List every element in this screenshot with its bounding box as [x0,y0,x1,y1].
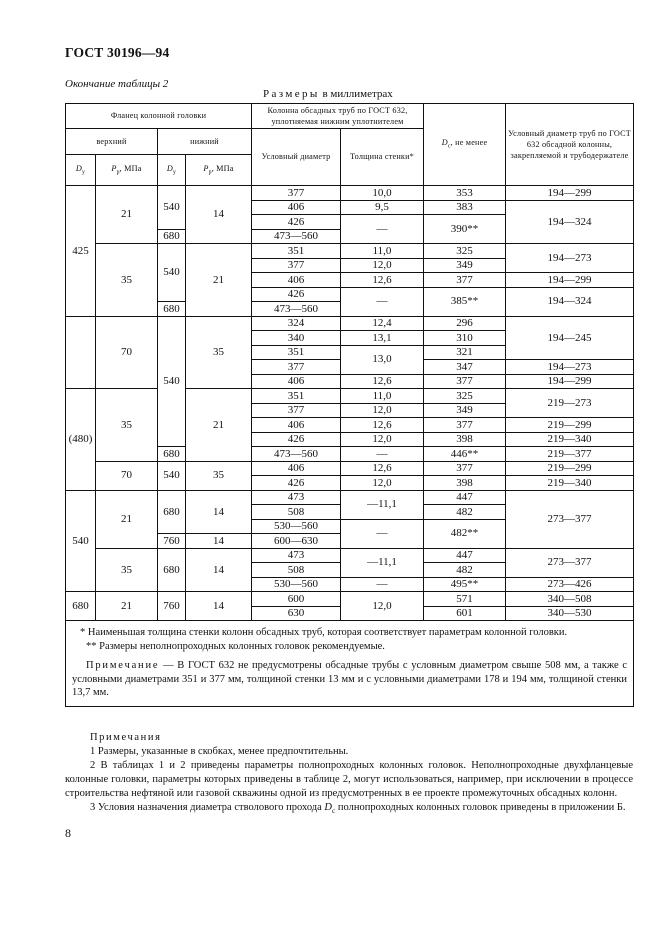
cell-diameter: 406 [252,418,341,433]
cell-pr-upper: 21 [96,186,158,244]
cell-pr-lower: 21 [186,244,252,317]
cell-cond: 273—377 [506,548,634,577]
cell-dc: 446** [424,447,506,462]
cell-wall: 9,5 [341,200,424,215]
cell-cond: 340—530 [506,606,634,621]
cell-wall: 13,0 [341,345,424,374]
cell-cond: 219—273 [506,389,634,418]
header-dy-lower: $D_y$ [158,155,186,186]
cell-dy-lower: 540 [158,461,186,490]
cell-dc: 349 [424,258,506,273]
cell-diameter: 324 [252,316,341,331]
cell-dy-lower: 760 [158,592,186,621]
cell-diameter: 377 [252,360,341,375]
cell-dy-lower: 680 [158,548,186,592]
cell-wall: 12,6 [341,273,424,288]
cell-diameter: 377 [252,258,341,273]
cell-dc: 385** [424,287,506,316]
cell-cond: 194—299 [506,273,634,288]
cell-wall: 12,0 [341,476,424,491]
cell-dy-lower: 680 [158,447,186,462]
cell-pr-lower: 14 [186,592,252,621]
cell-pr-upper: 70 [96,316,158,389]
cell-dc: 482 [424,563,506,578]
cell-diameter: 406 [252,200,341,215]
cell-pr-lower: 35 [186,316,252,389]
header-conditional-diameter: Условный диаметр труб по ГОСТ 632 обсадной колонны, закрепляемой и трубодержателе [506,104,634,186]
table-row [66,548,634,563]
cell-wall: —11,1 [341,490,424,519]
note-2: 2 В таблицах 1 и 2 приведены параметры полнопроходных колонных головок. Неполнопроходные двухфланцевые колонные головки, параметры которых приведены в таблице 2, могут использоваться, например, при исключении в процессе строительства нефтяной или газовой скважины одной из предусмотренных в ее проекте промежуточных обсадных колонн. [65,759,633,799]
cell-diameter: 473—560 [252,302,341,317]
cell-dc: 377 [424,461,506,476]
header-wall: Толщина стенки* [341,129,424,186]
cell-dc: 447 [424,490,506,505]
cell-wall: 11,0 [341,389,424,404]
cell-diameter: 426 [252,432,341,447]
cell-dc: 377 [424,418,506,433]
cell-diameter: 351 [252,244,341,259]
header-dc: $D_c$, не менее [424,104,506,186]
cell-cond: 194—273 [506,244,634,273]
cell-wall: — [341,215,424,244]
cell-cond: 219—377 [506,447,634,462]
table-note: Примечание — В ГОСТ 632 не предусмотрены обсадные трубы с условным диаметром свыше 508 мм, а также с условными диаметрами 351 и 377 мм, толщиной стенки 13 мм и с условными диаметрами 178 и 194 мм, толщиной стенки 13,7 мм. [72,659,628,699]
cell-pr-lower: 14 [186,548,252,592]
cell-dc: 495** [424,577,506,592]
table-row [66,490,634,505]
cell-pr-lower: 21 [186,389,252,462]
cell-dc: 571 [424,592,506,607]
cell-dc: 349 [424,403,506,418]
cell-diameter: 530—560 [252,577,341,592]
cell-wall: 12,0 [341,258,424,273]
cell-diameter: 426 [252,476,341,491]
cell-cond: 340—508 [506,592,634,607]
cell-diameter: 473 [252,548,341,563]
cell-dc: 310 [424,331,506,346]
cell-diameter: 426 [252,287,341,302]
cell-wall: 11,0 [341,244,424,259]
table-row [66,389,634,404]
header-pr-lower: $P_p$, МПа [186,155,252,186]
cell-wall: 12,6 [341,374,424,389]
cell-dc: 398 [424,476,506,491]
cell-wall: 12,6 [341,418,424,433]
cell-cond: 194—324 [506,287,634,316]
cell-diameter: 600 [252,592,341,607]
cell-pr-lower: 14 [186,186,252,244]
cell-dy-upper-empty [66,316,96,389]
table-row [66,244,634,259]
cell-dy-lower: 760 [158,534,186,549]
cell-dc: 398 [424,432,506,447]
table-row [66,461,634,476]
cell-wall: — [341,577,424,592]
cell-wall: —11,1 [341,548,424,577]
cell-dc: 383 [424,200,506,215]
header-casing-column: Колонна обсадных труб по ГОСТ 632, уплотняемая нижним уплотнителем [252,104,424,129]
note-1: 1 Размеры, указанные в скобках, менее предпочтительны. [90,745,349,757]
cell-pr-lower: 35 [186,461,252,490]
cell-dy-lower: 540 [158,316,186,447]
cell-diameter: 377 [252,403,341,418]
page-number: 8 [65,826,71,840]
cell-pr-upper: 21 [96,490,158,548]
cell-wall: 12,0 [341,432,424,447]
cell-diameter: 473—560 [252,447,341,462]
cell-dc: 296 [424,316,506,331]
header-cond-diameter: Условный диаметр [252,129,341,186]
cell-dy-lower: 680 [158,490,186,534]
cell-dy-upper: (480) [66,389,96,491]
cell-diameter: 406 [252,273,341,288]
header-dy-upper: $D_y$ [66,155,96,186]
cell-dy-lower: 680 [158,229,186,244]
note-3: 3 Условия назначения диаметра стволового прохода $D_c$ полнопроходных колонных головок приведены в приложении Б. [90,801,626,815]
cell-pr-upper: 21 [96,592,158,621]
cell-diameter: 508 [252,563,341,578]
cell-pr-upper: 35 [96,548,158,592]
notes-heading: Примечания [90,732,162,743]
cell-cond: 219—340 [506,476,634,491]
cell-dc: 447 [424,548,506,563]
document-title: ГОСТ 30196—94 [65,45,170,60]
cell-diameter: 406 [252,461,341,476]
cell-dy-upper: 680 [66,592,96,621]
cell-cond: 273—377 [506,490,634,548]
cell-pr-upper: 35 [96,389,158,462]
dimensions-table [65,103,634,707]
cell-dc: 377 [424,374,506,389]
cell-dy-lower: 540 [158,244,186,302]
cell-dc: 353 [424,186,506,201]
cell-wall: 12,0 [341,403,424,418]
cell-wall: 12,4 [341,316,424,331]
cell-cond: 194—273 [506,360,634,375]
cell-dc: 601 [424,606,506,621]
cell-dc: 377 [424,273,506,288]
header-flange: Фланец колонной головки [66,104,252,129]
table-row [66,186,634,201]
cell-dy-lower: 540 [158,186,186,230]
cell-wall: 13,1 [341,331,424,346]
cell-diameter: 351 [252,389,341,404]
cell-dc: 482** [424,519,506,548]
cell-cond: 194—299 [506,374,634,389]
cell-diameter: 530—560 [252,519,341,534]
units-spaced: Размеры [263,88,320,100]
cell-pr-lower: 14 [186,490,252,534]
cell-diameter: 426 [252,215,341,230]
footnote-star1: * Наименьшая толщина стенки колонн обсадных труб, которая соответствует параметрам колонной головки. [80,627,568,638]
units-rest: в миллиметрах [322,88,393,100]
cell-wall: 12,0 [341,592,424,621]
table-caption: Окончание таблицы 2 [65,78,169,90]
cell-diameter: 508 [252,505,341,520]
cell-cond: 219—340 [506,432,634,447]
notes-section [65,731,633,816]
cell-diameter: 340 [252,331,341,346]
cell-diameter: 377 [252,186,341,201]
cell-wall: — [341,287,424,316]
cell-dy-upper: 540 [66,490,96,592]
cell-wall: — [341,447,424,462]
cell-diameter: 406 [252,374,341,389]
cell-dy-upper: 425 [66,186,96,317]
units-note [263,88,393,100]
cell-diameter: 600—630 [252,534,341,549]
cell-diameter: 630 [252,606,341,621]
cell-pr-upper: 70 [96,461,158,490]
cell-cond: 194—299 [506,186,634,201]
cell-dc: 390** [424,215,506,244]
cell-dc: 347 [424,360,506,375]
cell-cond: 194—245 [506,316,634,360]
cell-dc: 482 [424,505,506,520]
table-row [66,316,634,331]
cell-cond: 194—324 [506,200,634,244]
cell-diameter: 351 [252,345,341,360]
cell-dc: 321 [424,345,506,360]
cell-wall: — [341,519,424,548]
cell-pr-upper: 35 [96,244,158,317]
cell-cond: 219—299 [506,418,634,433]
cell-dy-lower: 680 [158,302,186,317]
cell-wall: 10,0 [341,186,424,201]
cell-cond: 273—426 [506,577,634,592]
cell-pr-lower: 14 [186,534,252,549]
cell-dc: 325 [424,389,506,404]
footnote-star2: ** Размеры неполнопроходных колонных головок рекомендуемые. [86,640,385,652]
table-footnotes [66,621,634,707]
cell-dc: 325 [424,244,506,259]
cell-cond: 219—299 [506,461,634,476]
cell-wall: 12,6 [341,461,424,476]
header-pr-upper: $P_p$, МПа [96,155,158,186]
header-upper: верхний [66,129,158,155]
cell-diameter: 473 [252,490,341,505]
cell-diameter: 473—560 [252,229,341,244]
header-lower: нижний [158,129,252,155]
table-row [66,592,634,607]
